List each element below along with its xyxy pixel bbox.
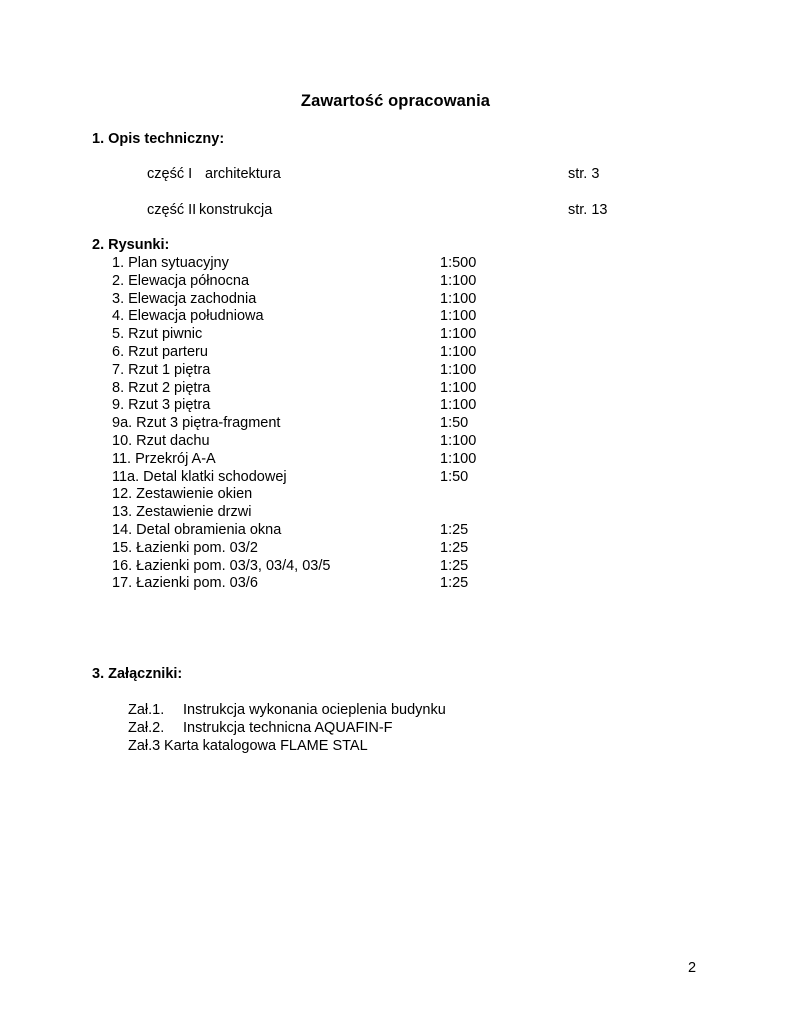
drawing-item <box>112 326 512 344</box>
drawing-name: 11. Przekrój A-A <box>112 450 216 467</box>
opis-row <box>147 166 617 184</box>
drawing-name: 6. Rzut parteru <box>112 343 208 360</box>
drawing-scale: 1:100 <box>440 343 477 360</box>
drawing-scale: 1:100 <box>440 432 477 449</box>
drawing-item <box>112 397 512 415</box>
drawing-item <box>112 380 512 398</box>
drawing-name: 10. Rzut dachu <box>112 432 210 449</box>
attachment-number: Zał.1. <box>128 702 165 718</box>
drawing-item <box>112 362 512 380</box>
drawing-name: 8. Rzut 2 piętra <box>112 379 211 396</box>
drawing-name: 11a. Detal klatki schodowej <box>112 468 287 485</box>
opis-row <box>147 202 617 220</box>
attachment-item <box>128 719 548 737</box>
drawing-name: 5. Rzut piwnic <box>112 326 203 343</box>
drawing-scale: 1:50 <box>440 415 469 432</box>
drawing-item <box>112 540 512 558</box>
drawing-scale: 1:50 <box>440 468 469 485</box>
attachments-list <box>128 701 548 755</box>
drawing-scale: 1:100 <box>440 450 477 467</box>
attachment-item <box>128 737 548 755</box>
drawing-item <box>112 291 512 309</box>
drawing-name: 16. Łazienki pom. 03/3, 03/4, 03/5 <box>112 557 331 574</box>
attachment-description: Instrukcja wykonania ocieplenia budynku <box>183 702 446 718</box>
drawing-item <box>112 308 512 326</box>
opis-name: konstrukcja <box>199 202 273 218</box>
drawing-scale: 1:25 <box>440 521 469 538</box>
drawing-item <box>112 451 512 469</box>
drawing-item <box>112 255 512 273</box>
drawing-name: 3. Elewacja zachodnia <box>112 290 257 307</box>
drawing-scale: 1:100 <box>440 308 477 325</box>
drawing-item <box>112 469 512 487</box>
drawing-scale: 1:100 <box>440 379 477 396</box>
drawing-name: 4. Elewacja południowa <box>112 308 264 325</box>
drawing-name: 14. Detal obramienia okna <box>112 521 282 538</box>
opis-part: część II <box>147 202 197 218</box>
drawing-scale: 1:100 <box>440 272 477 289</box>
attachment-description: Karta katalogowa FLAME STAL <box>164 738 368 754</box>
drawing-item <box>112 486 512 504</box>
section-heading-zalaczniki: 3. Załączniki: <box>92 666 183 682</box>
drawing-scale: 1:100 <box>440 290 477 307</box>
drawing-name: 1. Plan sytuacyjny <box>112 255 229 271</box>
opis-page: str. 13 <box>568 202 608 218</box>
drawing-name: 17. Łazienki pom. 03/6 <box>112 575 258 592</box>
drawing-item <box>112 433 512 451</box>
drawing-name: 7. Rzut 1 piętra <box>112 361 211 378</box>
drawing-item <box>112 522 512 540</box>
drawing-name: 9a. Rzut 3 piętra-fragment <box>112 415 281 432</box>
opis-name: architektura <box>205 166 281 182</box>
drawing-item <box>112 575 512 593</box>
drawing-item <box>112 344 512 362</box>
section-heading-rysunki: 2. Rysunki: <box>92 237 170 253</box>
page-number: 2 <box>688 960 697 976</box>
drawing-item <box>112 273 512 291</box>
drawing-item <box>112 558 512 576</box>
drawing-scale: 1:100 <box>440 326 477 343</box>
drawing-scale: 1:25 <box>440 539 469 556</box>
attachment-number: Zał.3 <box>128 738 161 754</box>
drawing-scale: 1:500 <box>440 255 477 271</box>
drawing-scale: 1:25 <box>440 557 469 574</box>
drawing-item <box>112 504 512 522</box>
drawing-name: 13. Zestawienie drzwi <box>112 504 252 521</box>
opis-part: część I <box>147 166 193 182</box>
drawing-item <box>112 415 512 433</box>
drawing-scale: 1:25 <box>440 575 469 592</box>
attachment-item <box>128 701 548 719</box>
drawing-name: 2. Elewacja północna <box>112 272 250 289</box>
drawings-list <box>112 255 512 593</box>
attachment-number: Zał.2. <box>128 720 165 736</box>
drawing-scale: 1:100 <box>440 361 477 378</box>
opis-page: str. 3 <box>568 166 600 182</box>
attachment-description: Instrukcja technicna AQUAFIN-F <box>183 720 393 736</box>
drawing-name: 9. Rzut 3 piętra <box>112 397 211 414</box>
drawing-name: 12. Zestawienie okien <box>112 486 253 503</box>
page-title: Zawartość opracowania <box>300 92 491 110</box>
drawing-scale: 1:100 <box>440 397 477 414</box>
section-heading-opis: 1. Opis techniczny: <box>92 131 225 147</box>
drawing-name: 15. Łazienki pom. 03/2 <box>112 539 258 556</box>
